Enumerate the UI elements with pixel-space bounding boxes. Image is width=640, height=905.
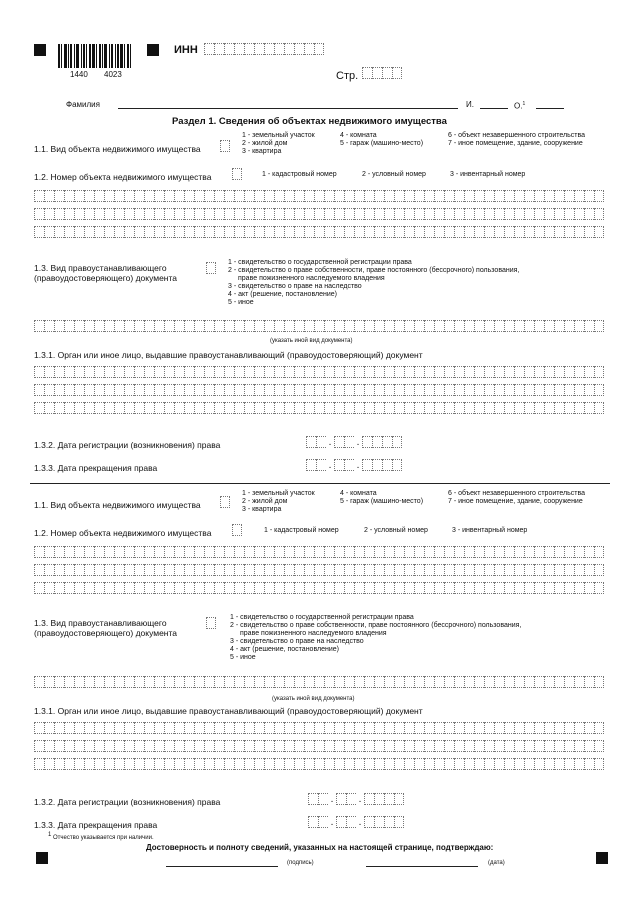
block1-issuer-grid[interactable] — [34, 366, 604, 414]
patronymic-label: О.$^1$ — [514, 101, 526, 111]
block2-q131-label: 1.3.1. Орган или иное лицо, выдавшие правоустанавливающий (правоудостоверяющий) документ — [34, 706, 423, 716]
block1-object-number-grid[interactable] — [34, 190, 604, 238]
block2-q12-label: 1.2. Номер объекта недвижимого имущества — [34, 528, 212, 538]
page-field[interactable] — [362, 67, 402, 79]
block2-q11-field[interactable] — [220, 496, 230, 508]
registration-marker-bottom-left — [36, 852, 48, 864]
block1-q12-opt1: 1 - кадастровый номер — [262, 171, 337, 178]
name-line[interactable] — [480, 108, 508, 109]
barcode-number-left: 1440 — [70, 70, 88, 79]
block-separator — [30, 483, 610, 484]
block1-q11-label: 1.1. Вид объекта недвижимого имущества — [34, 144, 201, 154]
registration-marker-top-mid — [147, 44, 159, 56]
date-caption: (дата) — [488, 860, 505, 866]
inn-label: ИНН — [174, 44, 198, 56]
block2-other-note: (указать иной вид документа) — [272, 696, 355, 702]
block1-other-note: (указать иной вид документа) — [270, 338, 353, 344]
block2-q13-options: 1 - свидетельство о государственной регистрации права 2 - свидетельство о праве собственности, праве постоянного (бессрочного) пользования, праве пожизненного наследуемого владения 3 - свидетельство о праве на наследство 4 - акт (решение, постановление) 5 - иное — [230, 614, 522, 661]
surname-line[interactable] — [118, 108, 458, 109]
signature-line[interactable] — [166, 866, 278, 867]
block2-q12-field[interactable] — [232, 524, 242, 536]
block1-q12-opt2: 2 - условный номер — [362, 171, 426, 178]
block2-termination-date-field[interactable]: . . — [308, 816, 404, 828]
barcode-number-right: 4023 — [104, 70, 122, 79]
page-label: Стр. — [336, 70, 359, 82]
registration-marker-top-left — [34, 44, 46, 56]
block1-q11-options-col1: 1 - земельный участок 2 - жилой дом 3 - квартира — [242, 132, 315, 155]
confirmation-text: Достоверность и полноту сведений, указанных на настоящей странице, подтверждаю: — [146, 843, 494, 852]
block2-q12-opt2: 2 - условный номер — [364, 527, 428, 534]
block2-q132-label: 1.3.2. Дата регистрации (возникновения) права — [34, 797, 221, 807]
block1-q11-options-col3: 6 - объект незавершенного строительства 7 - иное помещение, здание, сооружение — [448, 132, 586, 147]
block2-q12-opt3: 3 - инвентарный номер — [452, 527, 528, 534]
block2-q11-options-col2: 4 - комната 5 - гараж (машино-место) — [340, 490, 424, 505]
block2-registration-date-field[interactable]: . . — [308, 793, 404, 805]
date-line[interactable] — [366, 866, 478, 867]
block1-q12-opt3: 3 - инвентарный номер — [450, 171, 526, 178]
block1-q133-label: 1.3.3. Дата прекращения права — [34, 463, 158, 473]
block2-q12-opt1: 1 - кадастровый номер — [264, 527, 339, 534]
barcode — [58, 44, 140, 68]
block1-q11-field[interactable] — [220, 140, 230, 152]
block1-termination-date-field[interactable]: . . — [306, 459, 402, 471]
registration-marker-bottom-right — [596, 852, 608, 864]
block2-q13-label: 1.3. Вид правоустанавливающего (правоудостоверяющего) документа — [34, 618, 178, 638]
section-title: Раздел 1. Сведения об объектах недвижимого имущества — [172, 116, 447, 127]
patronymic-line[interactable] — [536, 108, 564, 109]
block2-q11-options-col1: 1 - земельный участок 2 - жилой дом 3 - квартира — [242, 490, 315, 513]
block1-q13-field[interactable] — [206, 262, 216, 274]
block1-q11-options-col2: 4 - комната 5 - гараж (машино-место) — [340, 132, 424, 147]
block1-q13-label: 1.3. Вид правоустанавливающего (правоудостоверяющего) документа — [34, 263, 178, 283]
inn-field[interactable] — [204, 43, 324, 55]
block1-q12-label: 1.2. Номер объекта недвижимого имущества — [34, 172, 212, 182]
block2-q11-options-col3: 6 - объект незавершенного строительства 7 - иное помещение, здание, сооружение — [448, 490, 586, 505]
block1-q131-label: 1.3.1. Орган или иное лицо, выдавшие правоустанавливающий (правоудостоверяющий) документ — [34, 350, 423, 360]
block2-other-document-grid[interactable] — [34, 676, 604, 688]
block2-q133-label: 1.3.3. Дата прекращения права — [34, 820, 158, 830]
block2-q11-label: 1.1. Вид объекта недвижимого имущества — [34, 500, 201, 510]
block1-q132-label: 1.3.2. Дата регистрации (возникновения) права — [34, 440, 221, 450]
block2-q13-field[interactable] — [206, 617, 216, 629]
signature-caption: (подпись) — [287, 860, 314, 866]
block1-other-document-grid[interactable] — [34, 320, 604, 332]
block2-object-number-grid[interactable] — [34, 546, 604, 594]
block1-q13-options: 1 - свидетельство о государственной регистрации права 2 - свидетельство о праве собственности, праве постоянного (бессрочного) пользования, правe пожизненного наследуемого владения 3 - свидетельство о праве на наследство 4 - акт (решение, постановление) 5 - иное — [228, 259, 520, 306]
footnote: $^1$ Отчество указывается при наличии. — [48, 832, 154, 841]
surname-label: Фамилия — [66, 100, 100, 109]
block2-issuer-grid[interactable] — [34, 722, 604, 770]
name-label: И. — [466, 100, 474, 109]
block1-registration-date-field[interactable]: . . — [306, 436, 402, 448]
block1-q12-field[interactable] — [232, 168, 242, 180]
